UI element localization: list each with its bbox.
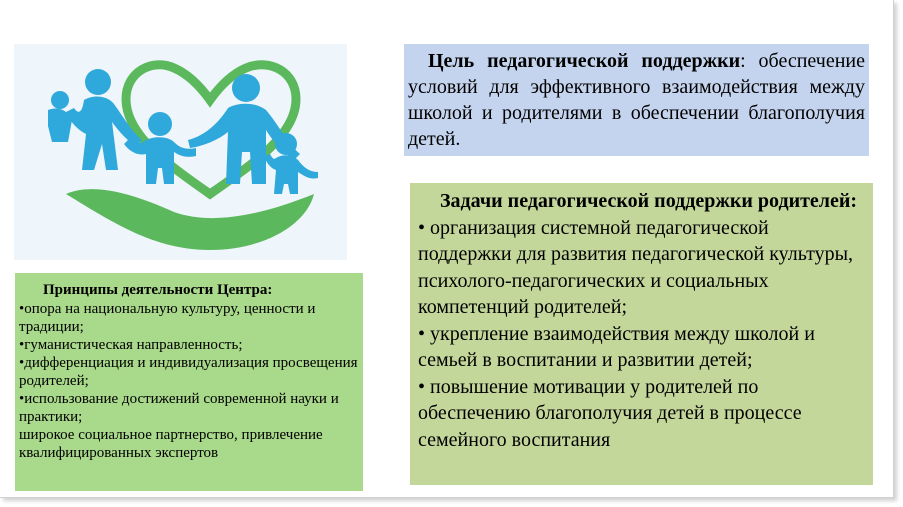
principles-box [15, 273, 363, 491]
principles-heading: Принципы деятельности Центра: [43, 282, 273, 298]
principle-item: •опора на национальную культуру, ценности и традиции; [19, 301, 316, 335]
goal-text: : обеспечение условий для эффективного взаимодействия между школой и родителями в обеспечении благополучия детей. [408, 50, 865, 150]
goal-box [404, 44, 869, 156]
principle-item: •гуманистическая направленность; [19, 337, 243, 353]
principle-item: широкое социальное партнерство, привлечение квалифицированных экспертов [19, 427, 323, 461]
task-item: • повышение мотивации у родителей по обеспечению благополучия детей в процессе семейного воспитания [418, 375, 802, 451]
goal-heading: Цель педагогической поддержки [428, 50, 741, 72]
family-logo [14, 44, 347, 260]
principle-item: •дифференциация и индивидуализация просвещения родителей; [19, 355, 358, 389]
task-item: • организация системной педагогической поддержки для развития педагогической культуры, психолого-педагогических и социальных компетенций родителей; [418, 216, 854, 318]
principle-item: •использование достижений современной науки и практики; [19, 391, 339, 425]
task-item: • укрепление взаимодействия между школой и семьей в воспитании и развитии детей; [418, 322, 815, 371]
family-heart-hand-icon [14, 44, 347, 260]
tasks-heading: Задачи педагогической поддержки родителей: [440, 190, 858, 212]
tasks-box [410, 183, 873, 485]
